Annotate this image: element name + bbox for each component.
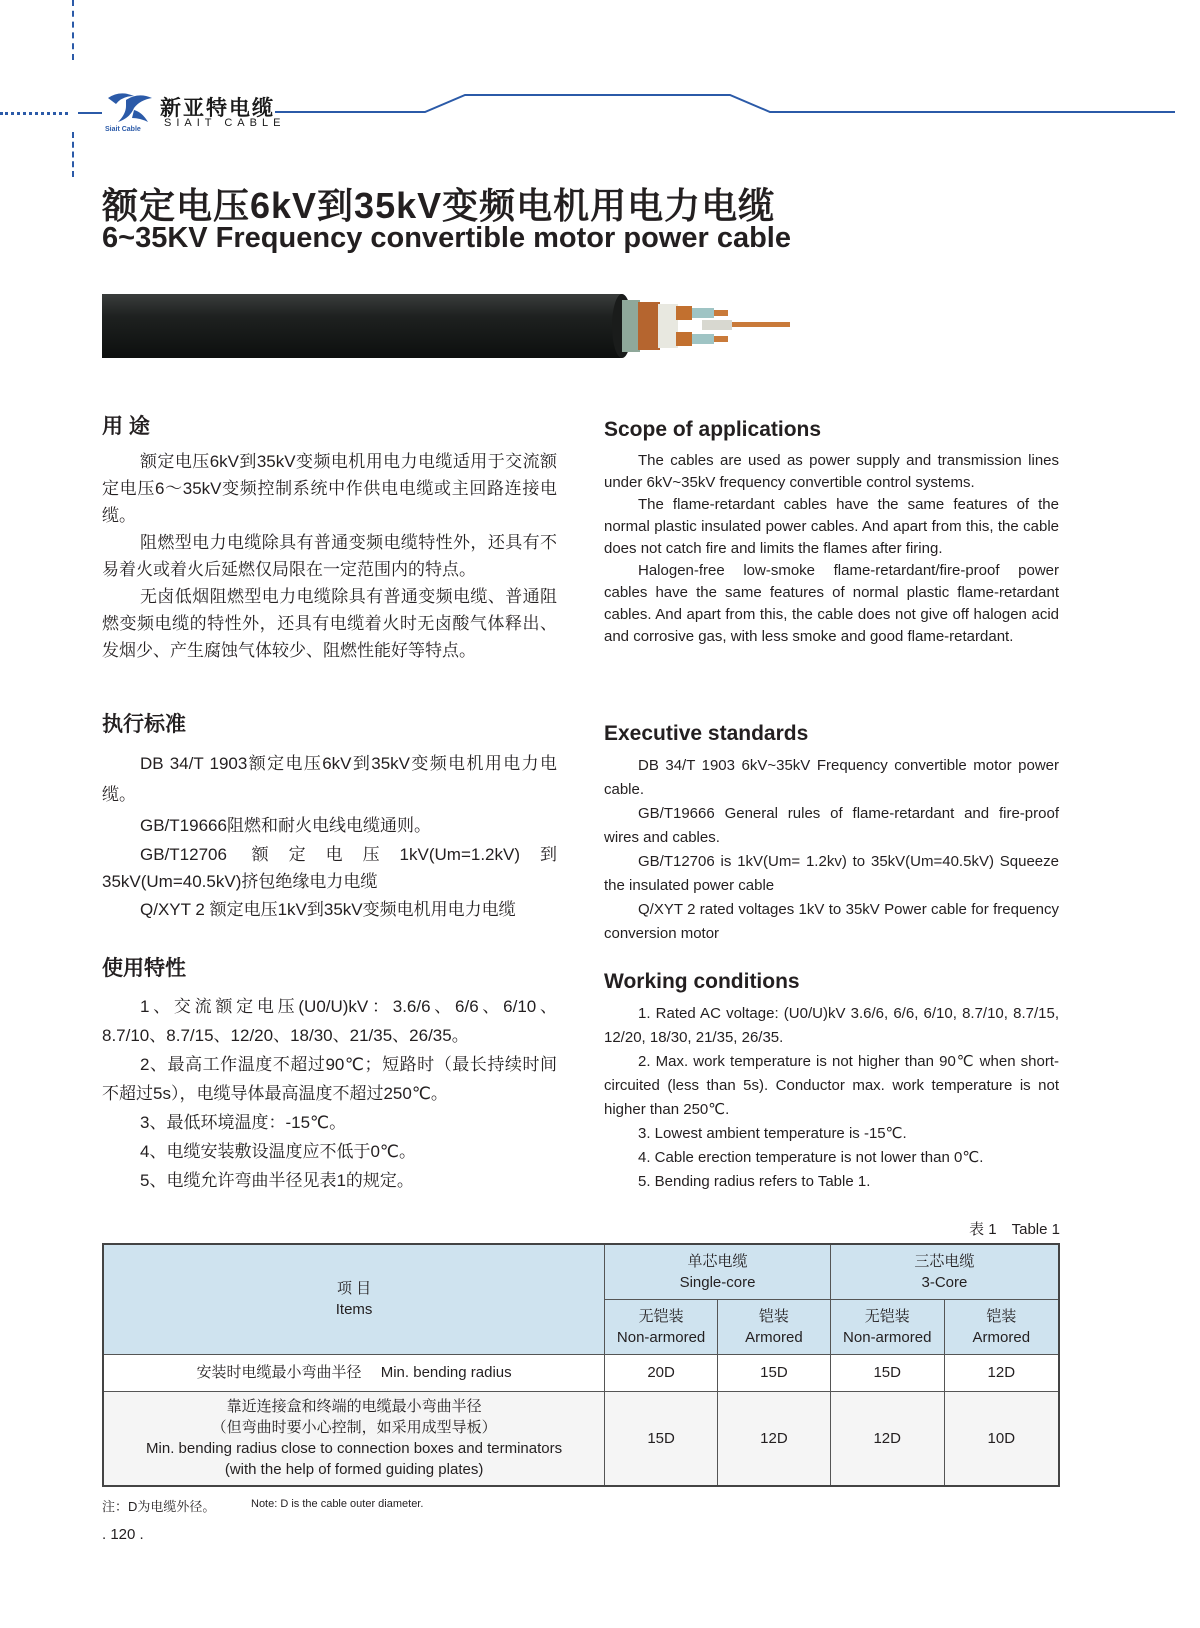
- single-nonarmored-header: [605, 1299, 718, 1354]
- footnote-en: Note: D is the cable outer diameter.: [251, 1498, 424, 1510]
- conditions-title-en: Working conditions: [604, 970, 800, 993]
- conditions-section-en: [604, 970, 1059, 1194]
- standard-item-cn: GB/T12706 额定电压1kV(Um=1.2kV)到35kV(Um=40.5kV)挤包绝缘电力电缆: [102, 845, 557, 891]
- usage-para-cn: 额定电压6kV到35kV变频电机用电力电缆适用于交流额定电压6～35kV变频控制系统中作供电电缆或主回路连接电缆。: [102, 452, 557, 525]
- items-header-cn: 项 目: [337, 1280, 372, 1298]
- usage-section-en: [604, 418, 1059, 648]
- header-tab-line: [275, 90, 1175, 120]
- table-cell: 15D: [718, 1354, 831, 1391]
- three-nonarmored-header: [830, 1299, 944, 1354]
- table-row: [103, 1354, 1059, 1391]
- conditions-title-cn: 使用特性: [102, 957, 186, 980]
- condition-item-en: 2. Max. work temperature is not higher than 90℃ when short-circuited (less than 5s). Conductor max. work temperature is not higher than 250℃.: [604, 1053, 1059, 1118]
- table-cell: 10D: [944, 1391, 1059, 1486]
- condition-item-en: 5. Bending radius refers to Table 1.: [638, 1173, 871, 1190]
- logo-text-en: SIAIT CABLE: [164, 117, 286, 129]
- standard-item-cn: Q/XYT 2 额定电压1kV到35kV变频电机用电力电缆: [140, 900, 516, 919]
- single-armored-header: [718, 1299, 831, 1354]
- armored-label-cn: 铠装: [986, 1307, 1017, 1325]
- condition-item-en: 3. Lowest ambient temperature is -15℃.: [638, 1125, 907, 1142]
- items-header: [103, 1244, 605, 1354]
- table-label: 表 1 Table 1: [969, 1221, 1060, 1238]
- condition-item-cn: 2、最高工作温度不超过90℃；短路时（最长持续时间不超过5s），电缆导体最高温度不超过250℃。: [102, 1055, 557, 1103]
- usage-para-en: The flame-retardant cables have the same features of the normal plastic insulated power cables. And apart from this, the cable does not catch fire and limits the flames after firing.: [604, 496, 1059, 557]
- condition-item-cn: 4、电缆安装敷设温度应不低于0℃。: [140, 1142, 417, 1161]
- nonarmored-label-cn: 无铠装: [864, 1307, 910, 1325]
- logo-caption: Siait Cable: [105, 126, 141, 133]
- page-number: . 120 .: [102, 1526, 144, 1543]
- condition-item-cn: 5、电缆允许弯曲半径见表1的规定。: [140, 1171, 414, 1190]
- table-cell: 12D: [944, 1354, 1059, 1391]
- row-label-line: 靠近连接盒和终端的电缆最小弯曲半径: [226, 1398, 482, 1416]
- footnote-cn: 注：D为电缆外径。: [102, 1499, 216, 1514]
- table-cell: 12D: [830, 1391, 944, 1486]
- single-core-header-cn: 单芯电缆: [687, 1252, 748, 1270]
- three-core-header-en: 3-Core: [921, 1273, 968, 1291]
- condition-item-en: 4. Cable erection temperature is not lower than 0℃.: [638, 1149, 984, 1166]
- nonarmored-label-en: Non-armored: [843, 1328, 932, 1346]
- standards-section-en: [604, 722, 1059, 946]
- table-cell: 15D: [605, 1391, 718, 1486]
- standard-item-cn: GB/T19666阻燃和耐火电线电缆通则。: [140, 816, 431, 835]
- usage-title-cn: 用 途: [102, 415, 150, 438]
- standards-title-cn: 执行标准: [102, 713, 186, 736]
- standards-section-cn: [102, 708, 557, 925]
- armored-label-en: Armored: [972, 1328, 1031, 1346]
- siait-logo-icon: [104, 88, 156, 128]
- items-header-en: Items: [335, 1301, 373, 1319]
- row-label-line: Min. bending radius close to connection boxes and terminators: [146, 1440, 563, 1458]
- row-label-line: （但弯曲时要小心控制，如采用成型导板）: [211, 1419, 497, 1437]
- usage-para-cn: 阻燃型电力电缆除具有普通变频电缆特性外，还具有不易着火或着火后延燃仅局限在一定范围内的特点。: [102, 533, 557, 579]
- conditions-section-cn: [102, 952, 557, 1195]
- usage-para-en: The cables are used as power supply and transmission lines under 6kV~35kV frequency convertible control systems.: [604, 452, 1059, 491]
- table-row: [103, 1391, 1059, 1486]
- armored-label-cn: 铠装: [758, 1307, 789, 1325]
- logo-text-cn: 新亚特电缆: [160, 95, 275, 120]
- row-label: 安装时电缆最小弯曲半径 Min. bending radius: [103, 1354, 605, 1391]
- row-label: [103, 1391, 605, 1486]
- usage-title-en: Scope of applications: [604, 418, 822, 441]
- standard-item-en: GB/T12706 is 1kV(Um= 1.2kv) to 35kV(Um=40.5kV) Squeeze the insulated power cable: [604, 853, 1059, 894]
- header-dash-line: [72, 0, 74, 60]
- table-cell: 12D: [718, 1391, 831, 1486]
- condition-item-cn: 3、最低环境温度：-15℃。: [140, 1113, 347, 1132]
- page-title-cn: 额定电压6kV到35kV变频电机用电力电缆: [102, 185, 776, 226]
- header-rule: [78, 112, 102, 114]
- standard-item-en: DB 34/T 1903 6kV~35kV Frequency convertible motor power cable.: [604, 757, 1059, 798]
- row-label-line: (with the help of formed guiding plates): [224, 1461, 484, 1479]
- page-title-en: 6~35KV Frequency convertible motor power cable: [102, 222, 791, 254]
- single-core-header-en: Single-core: [679, 1273, 756, 1291]
- usage-para-en: Halogen-free low-smoke flame-retardant/fire-proof power cables have the same features of normal plastic flame-retardant cables. And apart from this, the cable does not give off halogen acid and corrosive gas, with less smoke and good flame-retardant.: [604, 562, 1059, 645]
- condition-item-en: 1. Rated AC voltage: (U0/U)kV 3.6/6, 6/6, 6/10, 8.7/10, 8.7/15, 12/20, 18/30, 21/35, 26/35.: [604, 1005, 1059, 1046]
- standard-item-cn: DB 34/T 1903额定电压6kV到35kV变频电机用电力电缆。: [102, 754, 557, 804]
- three-core-header-cn: 三芯电缆: [914, 1252, 975, 1270]
- condition-item-cn: 1、交流额定电压(U0/U)kV：3.6/6、6/6、6/10、8.7/10、8.7/15、12/20、18/30、21/35、26/35。: [102, 997, 557, 1045]
- table-cell: 20D: [605, 1354, 718, 1391]
- three-core-header: [830, 1244, 1059, 1299]
- standard-item-en: GB/T19666 General rules of flame-retardant and fire-proof wires and cables.: [604, 805, 1059, 846]
- standards-title-en: Executive standards: [604, 722, 809, 745]
- header-dash-line-lower: [72, 132, 74, 177]
- table-cell: 15D: [830, 1354, 944, 1391]
- usage-section-cn: [102, 410, 557, 664]
- nonarmored-label-cn: 无铠装: [638, 1307, 684, 1325]
- bending-radius-table: [102, 1243, 1060, 1487]
- usage-para-cn: 无卤低烟阻燃型电力电缆除具有普通变频电缆、普通阻燃变频电缆的特性外，还具有电缆着火时无卤酸气体释出、发烟少、产生腐蚀气体较少、阻燃性能好等特点。: [102, 587, 557, 660]
- single-core-header: [605, 1244, 831, 1299]
- armored-label-en: Armored: [745, 1328, 803, 1346]
- three-armored-header: [944, 1299, 1059, 1354]
- cable-illustration: [102, 294, 802, 364]
- header-dotted-line: [0, 112, 68, 115]
- nonarmored-label-en: Non-armored: [616, 1328, 706, 1346]
- standard-item-en: Q/XYT 2 rated voltages 1kV to 35kV Power cable for frequency conversion motor: [604, 901, 1059, 942]
